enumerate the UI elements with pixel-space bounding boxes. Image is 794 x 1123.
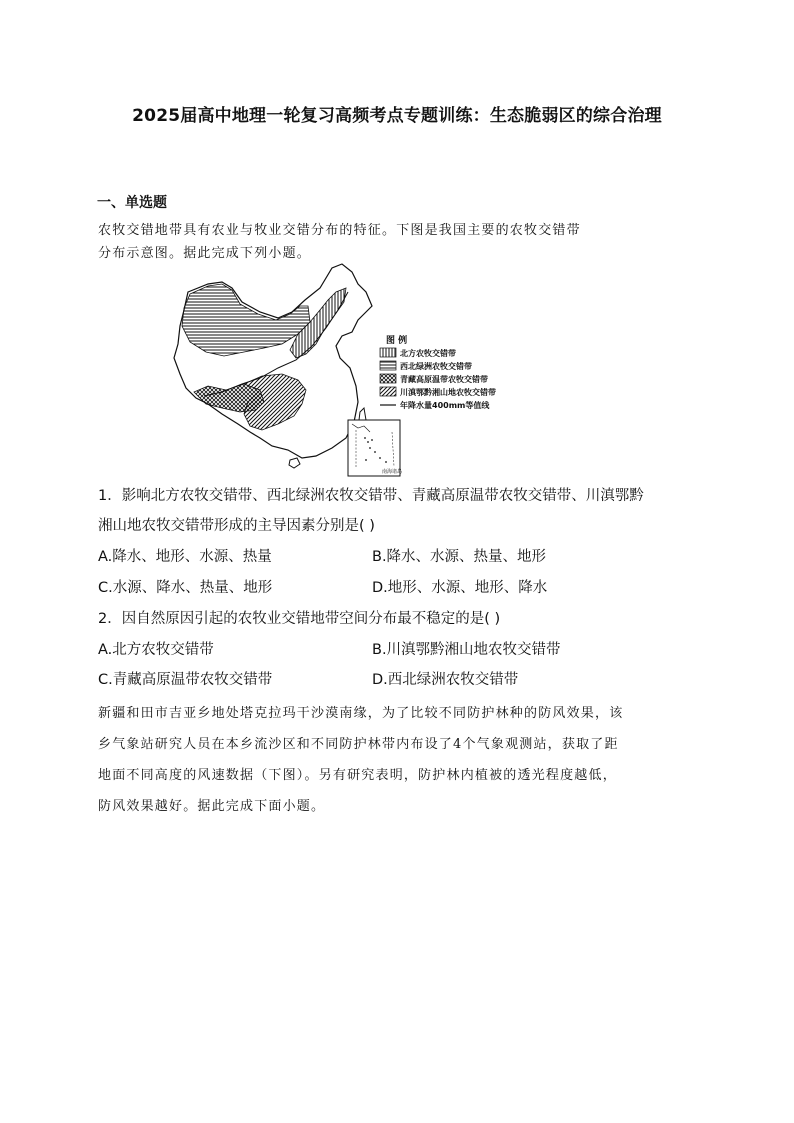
legend-label-4: 川滇鄂黔湘山地农牧交错带 <box>400 388 496 397</box>
intro2-line-1: 新疆和田市吉亚乡地处塔克拉玛干沙漠南缘，为了比较不同防护林种的防风效果，该 <box>98 706 624 721</box>
legend-label-1: 北方农牧交错带 <box>400 349 456 358</box>
intro2-line-4: 防风效果越好。据此完成下面小题。 <box>98 799 326 814</box>
intro-line-2: 分布示意图。据此完成下列小题。 <box>98 246 312 261</box>
china-map-figure <box>160 262 496 480</box>
legend-label-2: 西北绿洲农牧交错带 <box>400 362 472 371</box>
legend-label-5: 年降水量400mm等值线 <box>400 401 490 410</box>
legend-swatch-southwest <box>380 387 396 396</box>
hainan-island <box>289 458 300 468</box>
intro2-line-2: 乡气象站研究人员在本乡流沙区和不同防护林带内布设了4个气象观测站，获取了距 <box>98 737 619 752</box>
question-1-stem-line-2: 湘山地农牧交错带形成的主导因素分别是( ) <box>98 518 375 534</box>
question-2-option-a[interactable]: A.北方农牧交错带 <box>98 642 214 658</box>
question-1-option-c[interactable]: C.水源、降水、热量、地形 <box>98 580 273 596</box>
question-1-stem-line-1: 1．影响北方农牧交错带、西北绿洲农牧交错带、青藏高原温带农牧交错带、川滇鄂黔 <box>98 488 644 504</box>
legend-swatch-qinghai-tibet <box>380 374 396 383</box>
question-1-option-b[interactable]: B.降水、水源、热量、地形 <box>372 549 547 565</box>
question-1-option-d[interactable]: D.地形、水源、地形、降水 <box>372 580 548 596</box>
question-2-option-b[interactable]: B.川滇鄂黔湘山地农牧交错带 <box>372 642 561 658</box>
inset-label: 南海诸岛 <box>382 469 403 475</box>
question-2-stem-line-1: 2．因自然原因引起的农牧业交错地带空间分布最不稳定的是( ) <box>98 611 501 627</box>
legend-swatch-northwest <box>380 361 396 370</box>
intro-line-1: 农牧交错地带具有农业与牧业交错分布的特征。下图是我国主要的农牧交错带 <box>98 223 581 238</box>
legend-label-3: 青藏高原温带农牧交错带 <box>400 375 488 384</box>
intro2-line-3: 地面不同高度的风速数据（下图）。另有研究表明，防护林内植被的透光程度越低， <box>98 768 617 783</box>
page-title: 2025届高中地理一轮复习高频考点专题训练：生态脆弱区的综合治理 <box>132 106 662 126</box>
legend-swatch-northern <box>380 348 396 357</box>
question-2-option-c[interactable]: C.青藏高原温带农牧交错带 <box>98 672 273 688</box>
legend-title: 图 例 <box>386 336 408 346</box>
question-2-option-d[interactable]: D.西北绿洲农牧交错带 <box>372 672 519 688</box>
question-1-option-a[interactable]: A.降水、地形、水源、热量 <box>98 549 272 565</box>
section-heading: 一、单选题 <box>97 195 167 211</box>
